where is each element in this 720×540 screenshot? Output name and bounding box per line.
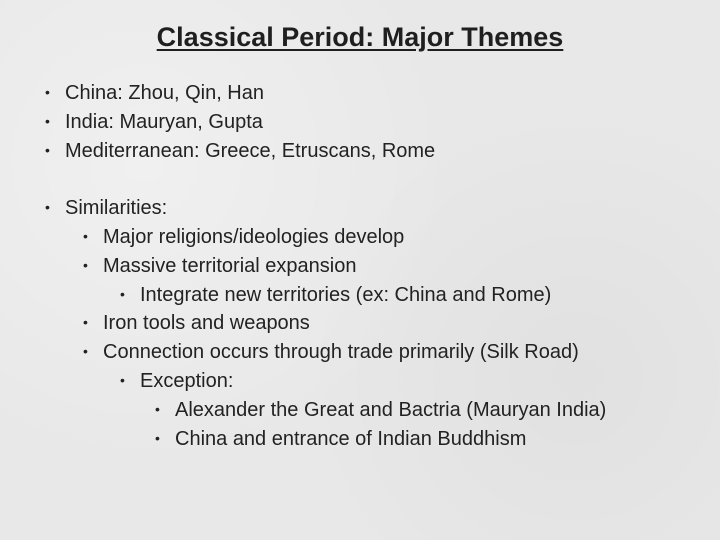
list-item-text: China: Zhou, Qin, Han xyxy=(65,82,264,104)
bullet-icon: • xyxy=(45,142,50,158)
list-item-text: Alexander the Great and Bactria (Mauryan India) xyxy=(175,399,607,421)
list-item-text: Massive territorial expansion xyxy=(103,255,357,277)
list-item-text: Integrate new territories (ex: China and Rome) xyxy=(140,284,552,306)
list-item xyxy=(45,78,264,108)
bullet-icon: • xyxy=(120,286,125,302)
bullet-icon: • xyxy=(45,113,50,129)
list-item xyxy=(45,107,263,137)
list-item-text: Major religions/ideologies develop xyxy=(103,226,405,248)
list-item-text: Mediterranean: Greece, Etruscans, Rome xyxy=(65,140,436,162)
list-item xyxy=(155,395,606,425)
list-item-text: Similarities: xyxy=(65,197,168,219)
list-item xyxy=(120,366,233,396)
list-item xyxy=(83,337,579,367)
list-item-text: Exception: xyxy=(140,370,234,392)
bullet-icon: • xyxy=(83,314,88,330)
list-item-text: Connection occurs through trade primarily (Silk Road) xyxy=(103,341,579,363)
bullet-icon: • xyxy=(83,228,88,244)
list-item-text: Iron tools and weapons xyxy=(103,312,310,334)
slide-title: Classical Period: Major Themes xyxy=(156,22,564,52)
bullet-icon: • xyxy=(45,199,50,215)
list-item xyxy=(120,280,551,310)
bullet-icon: • xyxy=(83,343,88,359)
list-item xyxy=(155,424,526,454)
list-item xyxy=(83,308,310,338)
list-item xyxy=(83,251,356,281)
list-item-text: China and entrance of Indian Buddhism xyxy=(175,428,527,450)
bullet-icon: • xyxy=(120,372,125,388)
list-item-text: India: Mauryan, Gupta xyxy=(65,111,263,133)
bullet-icon: • xyxy=(155,401,160,417)
bullet-icon: • xyxy=(155,430,160,446)
similarities-heading xyxy=(45,193,167,223)
bullet-icon: • xyxy=(45,84,50,100)
list-item xyxy=(45,136,435,166)
bullet-icon: • xyxy=(83,257,88,273)
list-item xyxy=(83,222,404,252)
